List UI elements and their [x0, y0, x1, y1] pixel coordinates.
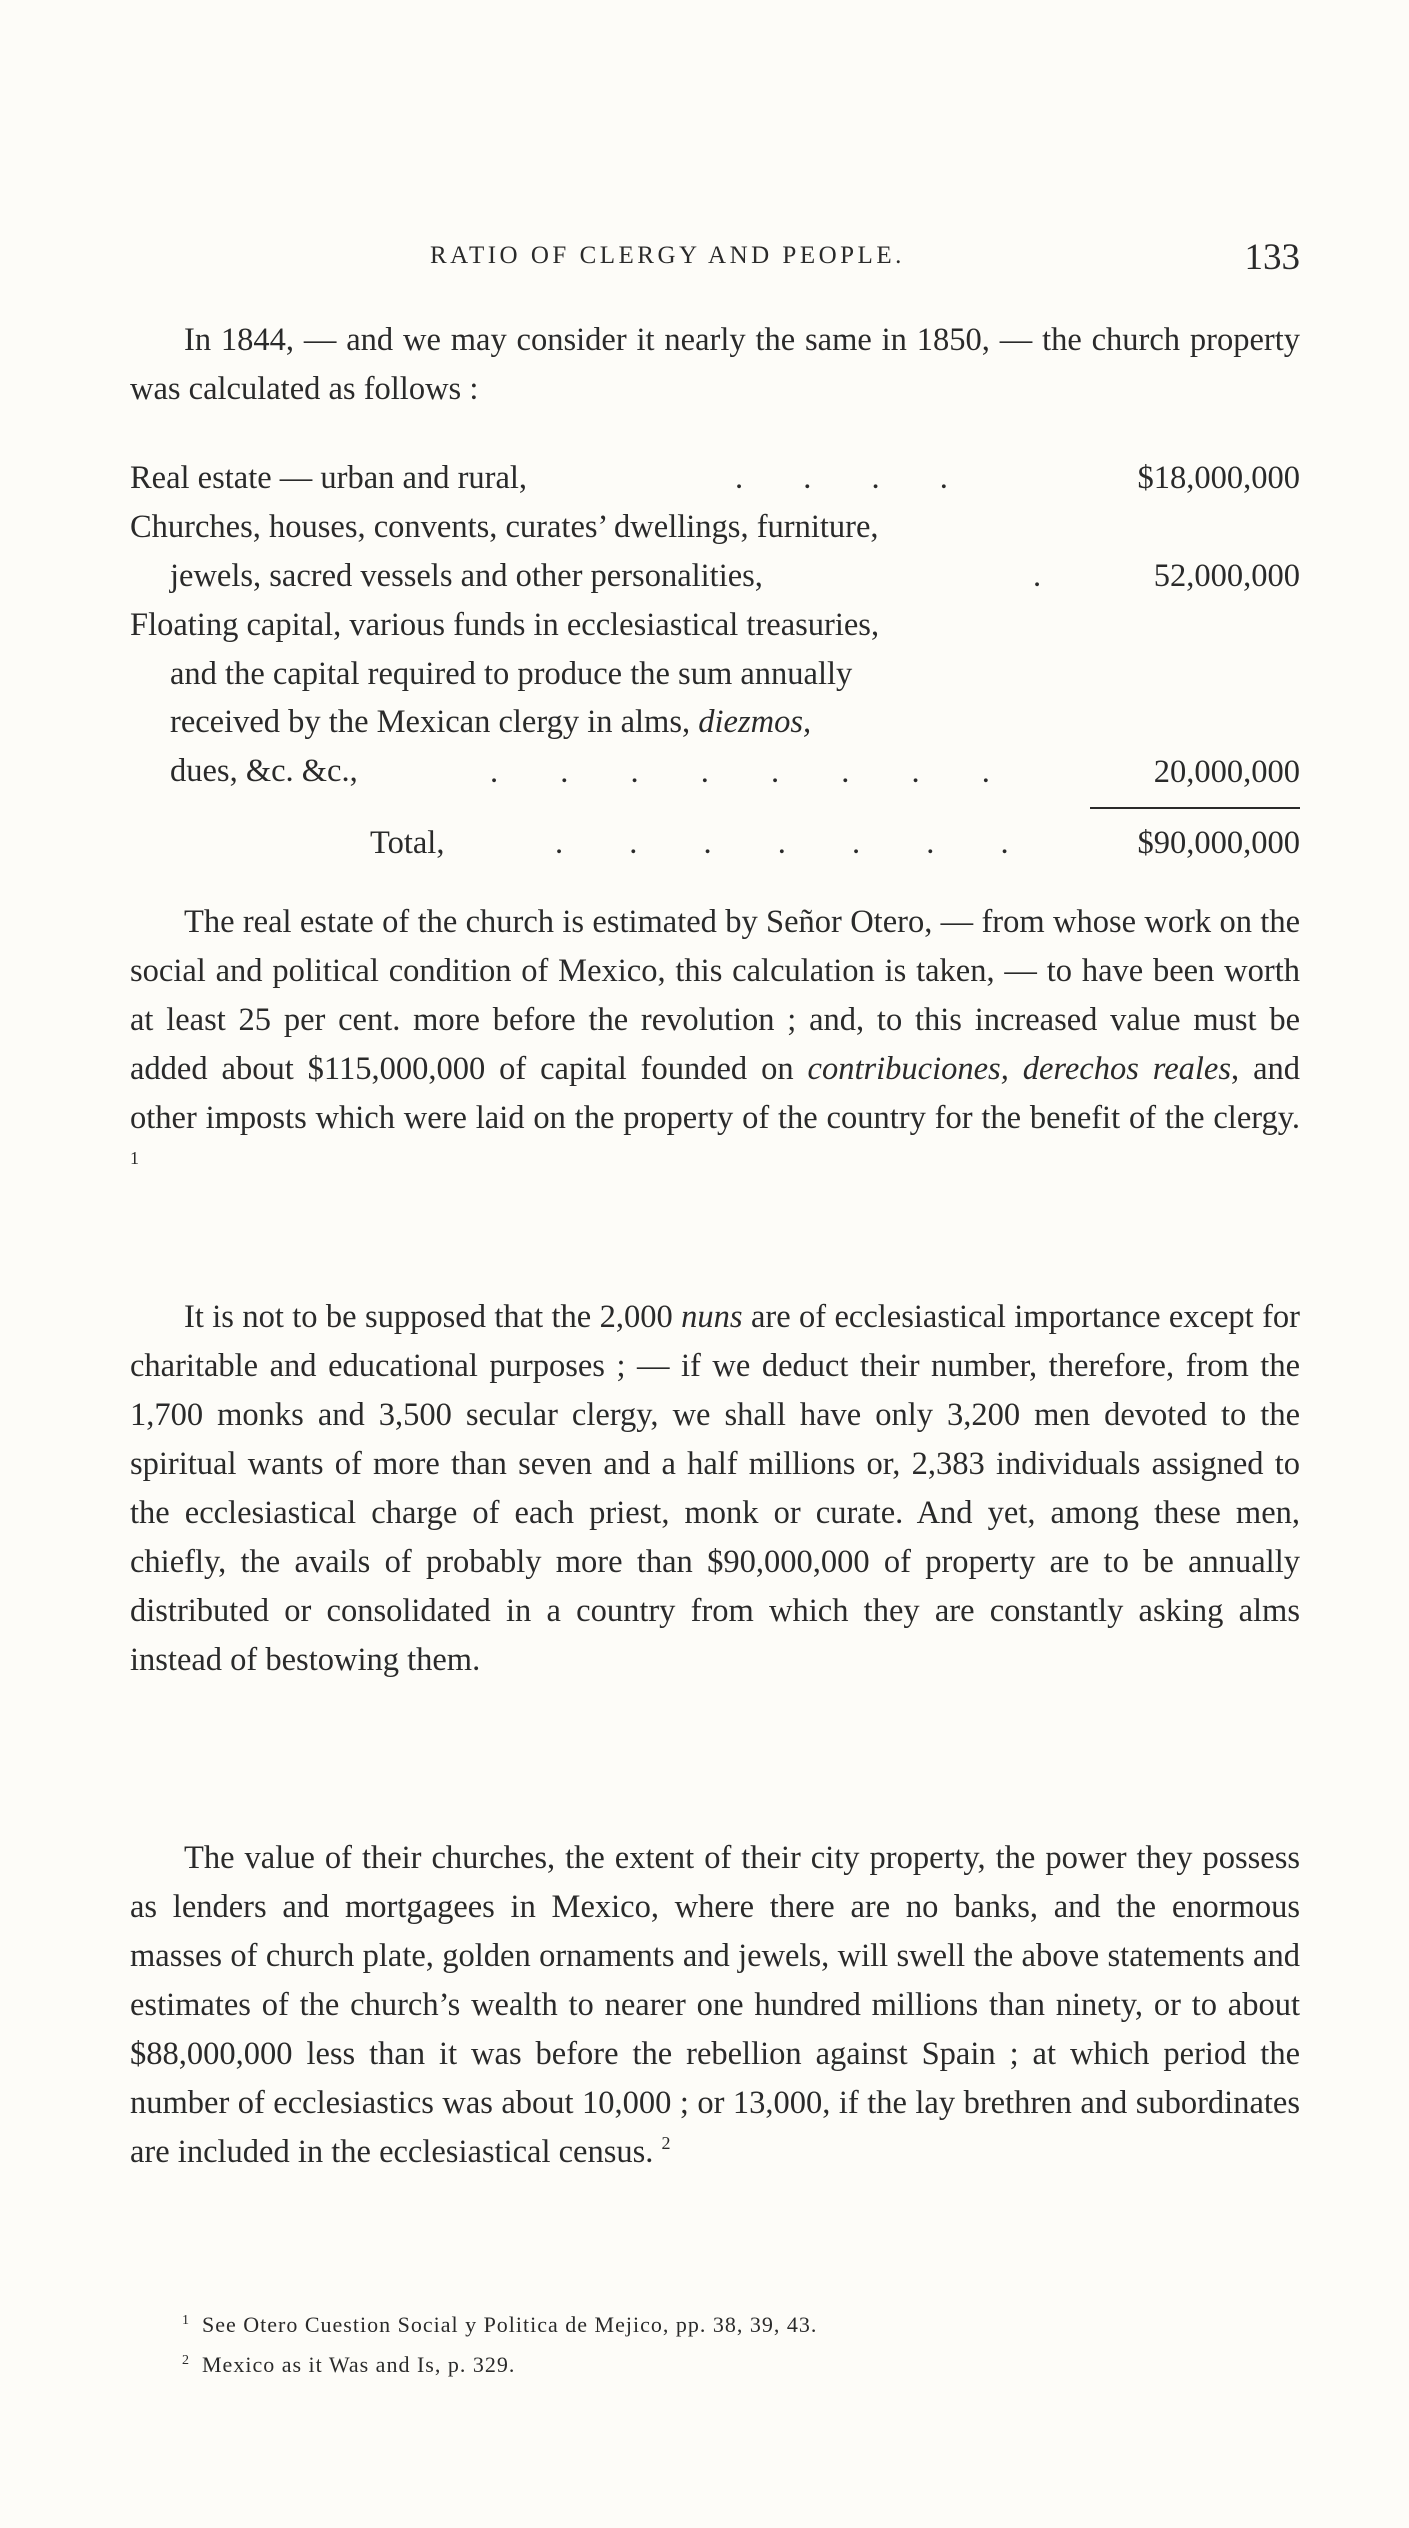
- footnotes: [182, 2303, 817, 2383]
- footnote: [182, 2343, 817, 2383]
- footnote-text: See Otero Cuestion Social y Politica de Mejico, pp. 38, 39, 43.: [202, 2312, 818, 2337]
- running-head: RATIO OF CLERGY AND PEOPLE.: [430, 242, 905, 269]
- ledger-entry-text: [130, 698, 1300, 747]
- ledger-total: [130, 819, 1300, 867]
- footnote-mark: 2: [182, 2353, 190, 2368]
- page-header: [130, 236, 1300, 276]
- ledger-entry-text: dues, &c. &c.,: [170, 752, 358, 789]
- paragraph-nuns: [130, 1293, 1300, 1685]
- paragraph-text: It is not to be supposed that the 2,000: [184, 1299, 682, 1335]
- total-rule: [1090, 807, 1300, 809]
- footnote: [182, 2303, 817, 2343]
- leader-dots: . . . .: [735, 460, 974, 496]
- paragraph-wealth: [130, 1834, 1300, 2177]
- italic-term: nuns: [681, 1299, 743, 1335]
- total-rule-row: [130, 797, 1300, 819]
- footnote-mark: 1: [182, 2313, 190, 2328]
- paragraph-text: The value of their churches, the extent of their city property, the power they possess as lenders and mortgagees in Mexico, where there are no banks, and the enormous masses of church plate, golden ornaments and jewels, will swell the above statements and estimates of the church’s wealth to nearer one hundred millions than ninety, or to about $88,000,000 less than it was before the rebellion against Spain ; at which period the number of ecclesiastics was about 10,000 ; or 13,000, if the lay brethren and subordinates are included in the ecclesiastical census.: [130, 1840, 1300, 2170]
- paragraph-real-estate: [130, 898, 1300, 1192]
- ledger-amount: $18,000,000: [1137, 460, 1300, 496]
- ledger-entry-text: Floating capital, various funds in ecclesiastical treasuries,: [130, 607, 880, 643]
- leader-dots: . . . . . . . .: [490, 754, 1017, 790]
- italic-term: diezmos,: [698, 704, 812, 740]
- ledger-amount: 52,000,000: [1153, 558, 1300, 594]
- paragraph-text: , and other imposts which were laid on the property of the country for the benefit of the clergy.: [130, 1051, 1300, 1136]
- church-property-table: [130, 454, 1300, 867]
- ledger-entry-text: Churches, houses, convents, curates’ dwellings, furniture,: [130, 509, 879, 545]
- ledger-entry-real-estate: [130, 454, 1300, 503]
- ledger-entry-churches: [130, 503, 1300, 601]
- ledger-entry-text-part: received by the Mexican clergy in alms,: [170, 704, 699, 740]
- page-number: 133: [1244, 237, 1300, 278]
- leader-dots: .: [1033, 558, 1042, 594]
- ledger-entry-text: Real estate — urban and rural,: [130, 460, 528, 496]
- footnote-text: Mexico as it Was and Is, p. 329.: [202, 2352, 516, 2377]
- italic-term: contribuciones, derechos reales: [807, 1051, 1232, 1087]
- ledger-entry-text: jewels, sacred vessels and other personalities,: [170, 557, 763, 594]
- ledger-entry-floating-capital: [130, 601, 1300, 797]
- footnote-ref[interactable]: 2: [661, 2133, 671, 2153]
- total-label: Total,: [370, 825, 445, 861]
- paragraph-text: The real estate of the church is estimated by Señor Otero, — from whose work on the social and political condition of Mexico, this calculation is taken, — to have been worth at least 25 per cent. more before the revolution ; and, to this increased value must be added about $115,000,000 of capital founded on: [130, 904, 1300, 1087]
- total-amount: $90,000,000: [1137, 825, 1300, 861]
- footnote-ref[interactable]: 1: [130, 1148, 139, 1168]
- leader-dots: . . . . . . .: [555, 825, 1038, 861]
- paragraph-text: are of ecclesiastical importance except for charitable and educational purposes ; — if we deduct their number, therefore, from the 1,700 monks and 3,500 secular clergy, we shall have only 3,200 men devoted to the spiritual wants of more than seven and a half millions or, 2,383 individuals assigned to the ecclesiastical charge of each priest, monk or curate. And yet, among these men, chiefly, the avails of probably more than $90,000,000 of property are to be annually distributed or consolidated in a country from which they are constantly asking alms instead of bestowing them.: [130, 1299, 1300, 1678]
- intro-paragraph: In 1844, — and we may consider it nearly the same in 1850, — the church property was calculated as follows :: [130, 322, 1300, 407]
- ledger-amount: 20,000,000: [1153, 754, 1300, 790]
- ledger-entry-text: and the capital required to produce the sum annually: [170, 655, 853, 692]
